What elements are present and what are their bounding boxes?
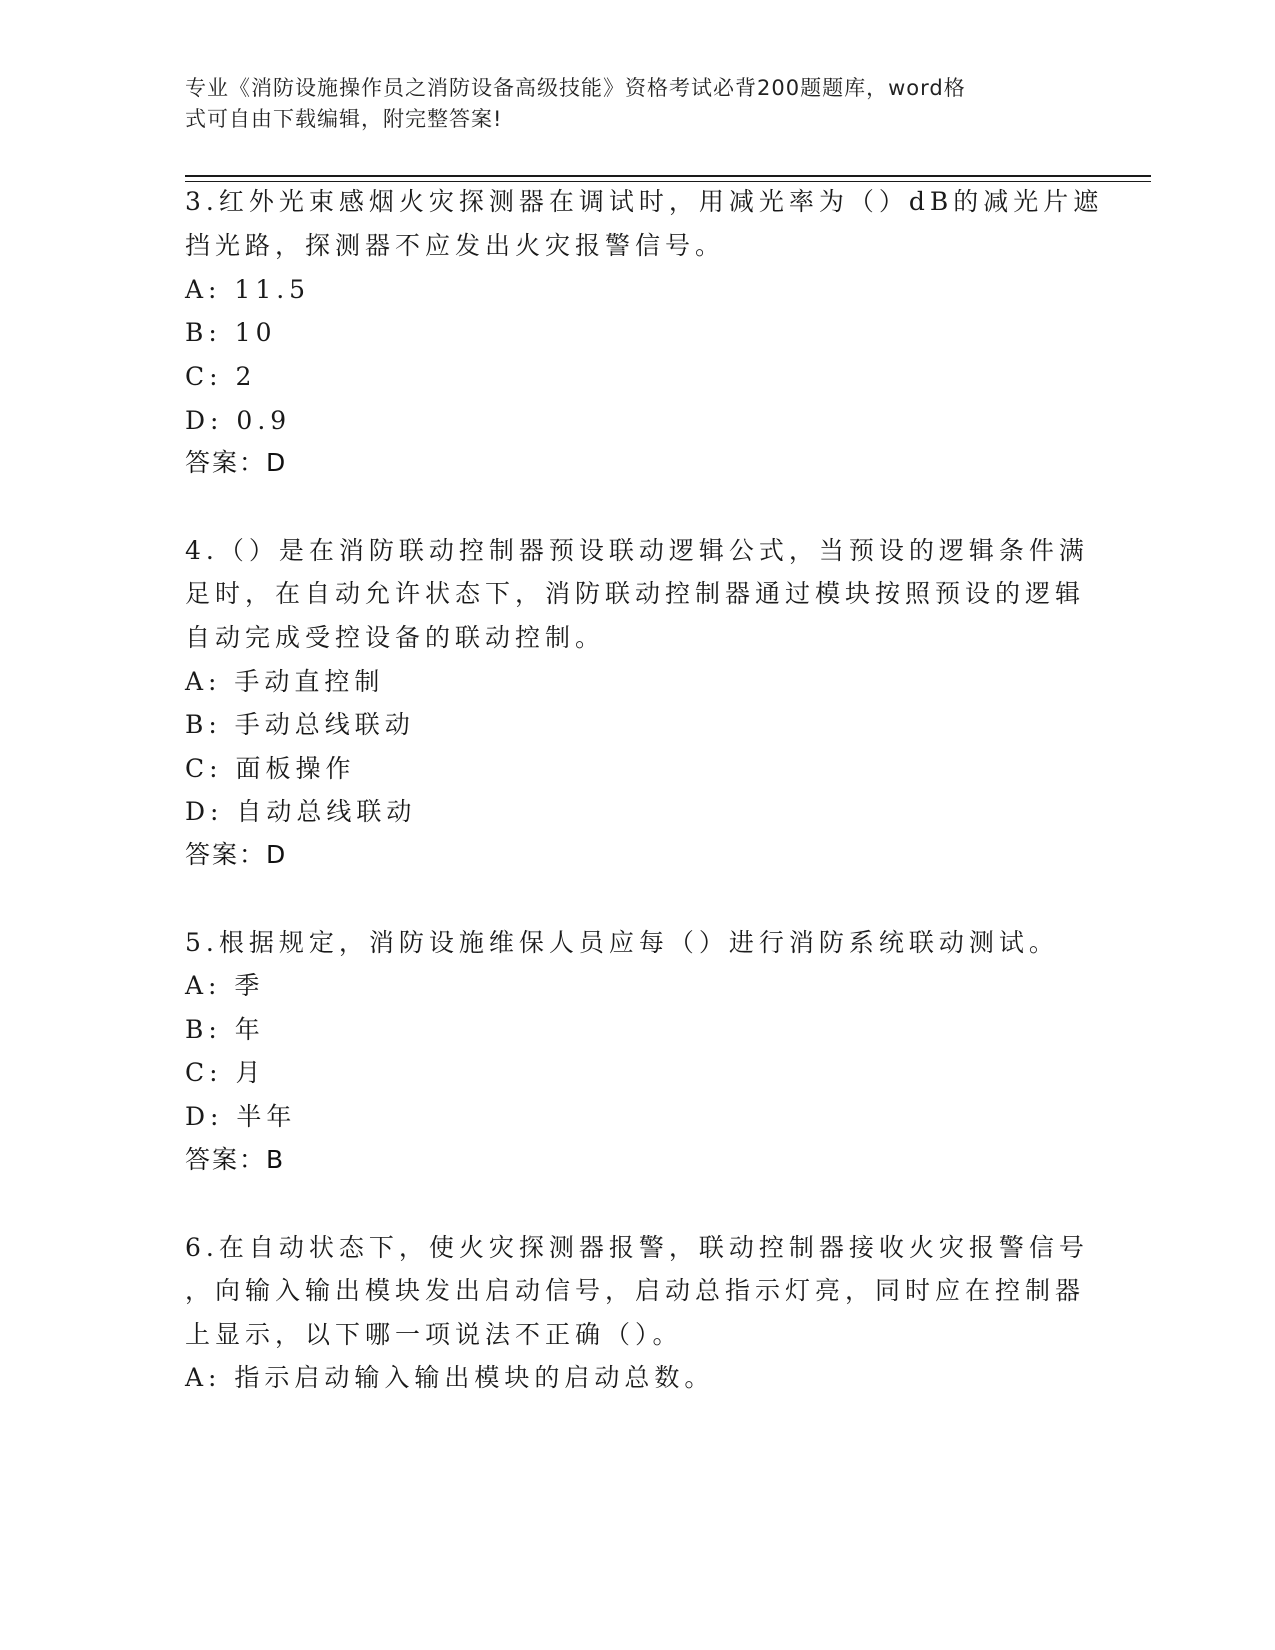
header-divider-thin — [185, 181, 1151, 182]
question-4-option-b: B: 手动总线联动 — [185, 710, 415, 739]
question-3-stem-line-2: 挡光路，探测器不应发出火灾报警信号。 — [185, 231, 726, 260]
question-6-stem-line-3: 上显示，以下哪一项说法不正确（）。 — [185, 1320, 683, 1349]
question-3-answer: 答案：D — [185, 448, 288, 477]
question-4-option-d: D: 自动总线联动 — [185, 797, 417, 826]
question-6-stem-line-1: 6.在自动状态下，使火灾探测器报警，联动控制器接收火灾报警信号 — [185, 1233, 1089, 1262]
question-5-option-a: A: 季 — [185, 971, 265, 1000]
question-5-option-d: D: 半年 — [185, 1102, 297, 1131]
header-title-line-1: 专业《消防设施操作员之消防设备高级技能》资格考试必背200题题库，word格 — [185, 76, 966, 100]
question-4-stem-line-2: 足时，在自动允许状态下，消防联动控制器通过模块按照预设的逻辑 — [185, 579, 1086, 608]
question-5-stem-line-1: 5.根据规定，消防设施维保人员应每（）进行消防系统联动测试。 — [185, 928, 1059, 957]
question-5-answer: 答案：B — [185, 1145, 286, 1174]
question-3-stem-line-1: 3.红外光束感烟火灾探测器在调试时，用减光率为（）dB的减光片遮 — [185, 187, 1104, 216]
question-3-option-b: B: 10 — [185, 318, 277, 347]
question-6-stem-line-2: ，向输入输出模块发出启动信号，启动总指示灯亮，同时应在控制器 — [185, 1276, 1086, 1305]
question-4-stem-line-3: 自动完成受控设备的联动控制。 — [185, 623, 606, 652]
question-5-option-c: C: 月 — [185, 1058, 266, 1087]
question-3-option-c: C: 2 — [185, 362, 257, 391]
question-4-answer: 答案：D — [185, 840, 288, 869]
question-3-option-d: D: 0.9 — [185, 406, 292, 435]
question-6-option-a: A: 指示启动输入输出模块的启动总数。 — [185, 1363, 715, 1392]
question-4-option-a: A: 手动直控制 — [185, 667, 385, 696]
question-5-option-b: B: 年 — [185, 1015, 265, 1044]
header-title-line-2: 式可自由下载编辑，附完整答案! — [185, 107, 503, 131]
question-4-option-c: C: 面板操作 — [185, 754, 356, 783]
question-3-option-a: A: 11.5 — [185, 275, 311, 304]
header-divider-thick — [185, 175, 1151, 177]
question-4-stem-line-1: 4.（）是在消防联动控制器预设联动逻辑公式，当预设的逻辑条件满 — [185, 536, 1089, 565]
